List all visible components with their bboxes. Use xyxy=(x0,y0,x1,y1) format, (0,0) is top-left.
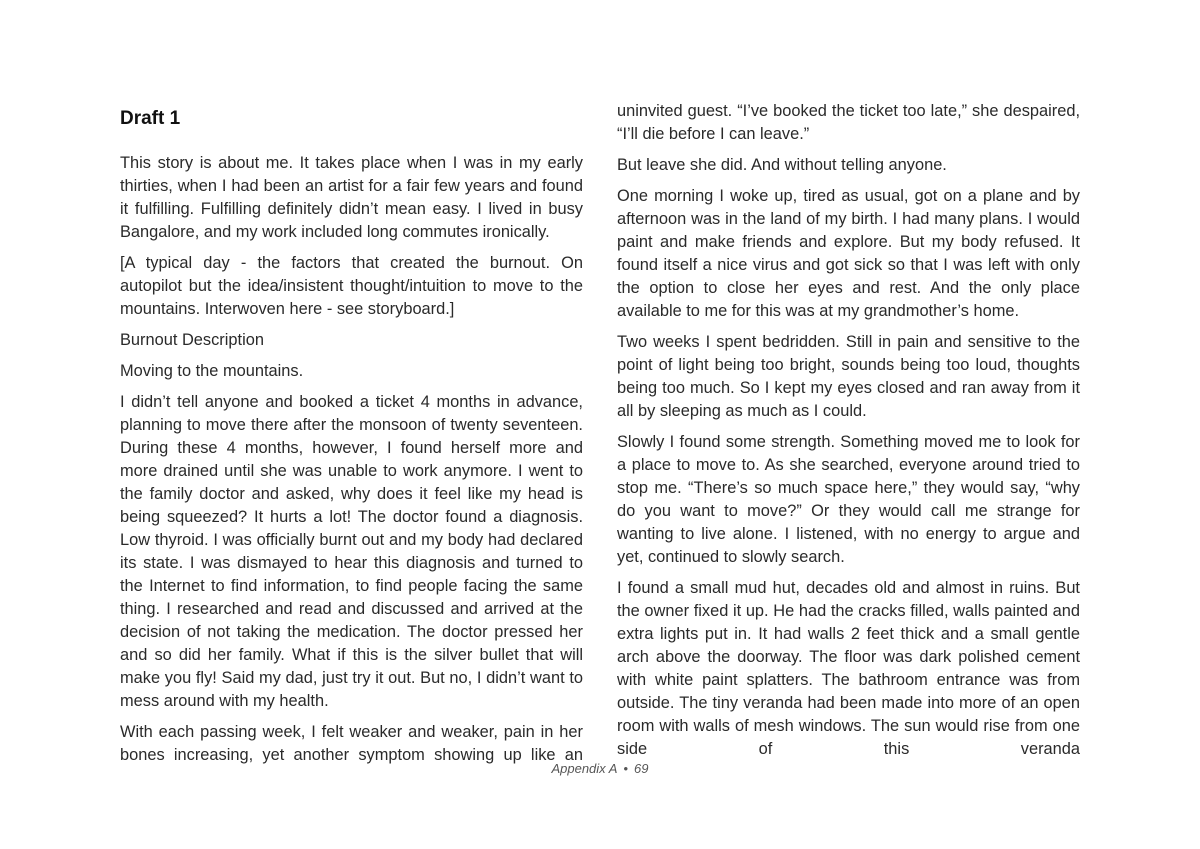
paragraph: One morning I woke up, tired as usual, got on a plane and by afternoon was in the land of my birth. I had many plans. I would paint and make friends and explore. But my body refused. It found itself a nice virus and got sick so that I was left with only the option to close her eyes and rest. And the only place available to me for this was at my grandmother’s home. xyxy=(617,187,1080,320)
paragraph: Slowly I found some strength. Something moved me to look for a place to move to. As she searched, everyone around tried to stop me. “There’s so much space here,” they would say, “why do you want to move?” Or they would call me strange for wanting to live alone. I listened, with no energy to argue and yet, continued to slowly search. xyxy=(617,433,1080,566)
paragraph: Moving to the mountains. xyxy=(120,362,304,380)
paragraph: Burnout Description xyxy=(120,331,264,349)
right-column xyxy=(617,100,1080,769)
paragraph: With each passing week, I felt weaker and weaker, pain in her bones increasing, yet another symptom showing up like an xyxy=(120,723,583,764)
paragraph: Two weeks I spent bedridden. Still in pain and sensitive to the point of light being too bright, sounds being too loud, thoughts being too much. So I kept my eyes closed and ran away from it all by sleeping as much as I could. xyxy=(617,333,1080,420)
paragraph: I didn’t tell anyone and booked a ticket 4 months in advance, planning to move there after the monsoon of twenty seventeen. During these 4 months, however, I found herself more and more drained until she was unable to work anymore. I went to the family doctor and asked, why does it feel like my head is being squeezed? It hurts a lot! The doctor found a diagnosis. Low thyroid. I was officially burnt out and my body had declared its state. I was dismayed to hear this diagnosis and turned to the Internet to find information, to find people facing the same thing. I researched and read and discussed and arrived at the decision of not taking the medication. The doctor pressed her and so did her family. What if this is the silver bullet that will make you fly! Said my dad, just try it out. But no, I didn’t want to mess around with my health. xyxy=(120,393,583,710)
left-column xyxy=(120,100,583,775)
paragraph: But leave she did. And without telling anyone. xyxy=(617,156,947,174)
footer-section: Appendix A xyxy=(551,761,618,776)
paragraph: This story is about me. It takes place when I was in my early thirties, when I had been an artist for a fair few years and found it fulfilling. Fulfilling definitely didn’t mean easy. I lived in busy Bangalore, and my work included long commutes ironically. xyxy=(120,154,583,241)
draft-heading: Draft 1 xyxy=(120,108,181,129)
footer-separator: • xyxy=(623,761,629,776)
page-number: 69 xyxy=(634,761,649,776)
paragraph: I found a small mud hut, decades old and almost in ruins. But the owner fixed it up. He had the cracks filled, walls painted and extra lights put in. It had walls 2 feet thick and a small gentle arch above the doorway. The floor was dark polished cement with white paint splatters. The bathroom entrance was from outside. The tiny veranda had been made into more of an open room with walls of mesh windows. The sun would rise from one side of this veranda xyxy=(617,579,1080,758)
paragraph: [A typical day - the factors that created the burnout. On autopilot but the idea/insistent thought/intuition to move to the mountains. Interwoven here - see storyboard.] xyxy=(120,254,583,318)
page-footer xyxy=(0,760,1200,778)
paragraph: uninvited guest. “I’ve booked the ticket too late,” she despaired, “I’ll die before I can leave.” xyxy=(617,102,1080,143)
